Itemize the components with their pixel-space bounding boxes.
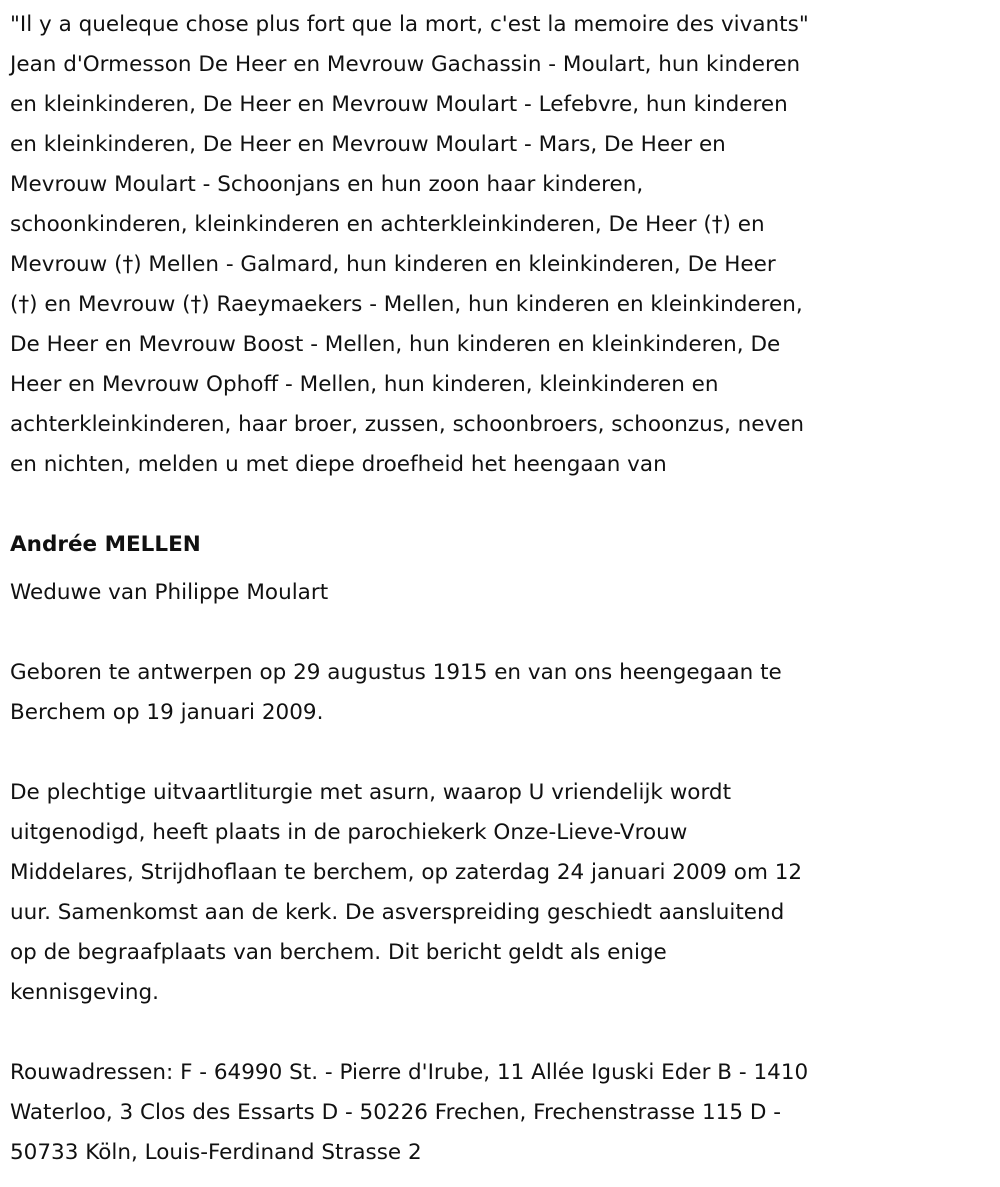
text-line: uur. Samenkomst aan de kerk. De asverspreiding geschiedt aansluitend — [10, 900, 785, 925]
text-line: en kleinkinderen, De Heer en Mevrouw Moulart - Lefebvre, hun kinderen — [10, 92, 788, 117]
text-line: Waterloo, 3 Clos des Essarts D - 50226 Frechen, Frechenstrasse 115 D - — [10, 1100, 781, 1125]
mourning-addresses — [10, 1053, 1000, 1173]
ceremony-info — [10, 773, 1000, 1013]
text-line: Middelares, Strijdhoflaan te berchem, op zaterdag 24 januari 2009 om 12 — [10, 860, 803, 885]
text-line: schoonkinderen, kleinkinderen en achterkleinkinderen, De Heer (†) en — [10, 212, 765, 237]
text-line: Rouwadressen: F - 64990 St. - Pierre d'Irube, 11 Allée Iguski Eder B - 1410 — [10, 1060, 809, 1085]
text-line: Berchem op 19 januari 2009. — [10, 700, 324, 725]
text-line: op de begraafplaats van berchem. Dit bericht geldt als enige — [10, 940, 667, 965]
text-line: 50733 Köln, Louis-Ferdinand Strasse 2 — [10, 1140, 422, 1165]
birth-death-info — [10, 653, 1000, 733]
text-line: Geboren te antwerpen op 29 augustus 1915 en van ons heengegaan te — [10, 660, 782, 685]
text-line: De plechtige uitvaartliturgie met asurn, waarop U vriendelijk wordt — [10, 780, 731, 805]
text-line: en kleinkinderen, De Heer en Mevrouw Moulart - Mars, De Heer en — [10, 132, 726, 157]
text-line: kennisgeving. — [10, 980, 160, 1005]
text-line: De Heer en Mevrouw Boost - Mellen, hun kinderen en kleinkinderen, De — [10, 332, 781, 357]
deceased-name: Andrée MELLEN — [10, 532, 201, 557]
deceased-subtitle: Weduwe van Philippe Moulart — [10, 580, 329, 605]
text-line: Mevrouw Moulart - Schoonjans en hun zoon haar kinderen, — [10, 172, 644, 197]
text-line: en nichten, melden u met diepe droefheid het heengaan van — [10, 452, 667, 477]
text-line: Jean d'Ormesson De Heer en Mevrouw Gachassin - Moulart, hun kinderen — [10, 52, 801, 77]
text-line: Mevrouw (†) Mellen - Galmard, hun kinderen en kleinkinderen, De Heer — [10, 252, 776, 277]
text-line: Heer en Mevrouw Ophoff - Mellen, hun kinderen, kleinkinderen en — [10, 372, 719, 397]
text-line: uitgenodigd, heeft plaats in de parochiekerk Onze-Lieve-Vrouw — [10, 820, 688, 845]
family-announcement — [10, 5, 1000, 485]
text-line: achterkleinkinderen, haar broer, zussen, schoonbroers, schoonzus, neven — [10, 412, 805, 437]
deceased-subtitle-block — [10, 573, 1000, 613]
text-line: "Il y a queleque chose plus fort que la mort, c'est la memoire des vivants" — [10, 12, 809, 37]
text-line: (†) en Mevrouw (†) Raeymaekers - Mellen, hun kinderen en kleinkinderen, — [10, 292, 803, 317]
